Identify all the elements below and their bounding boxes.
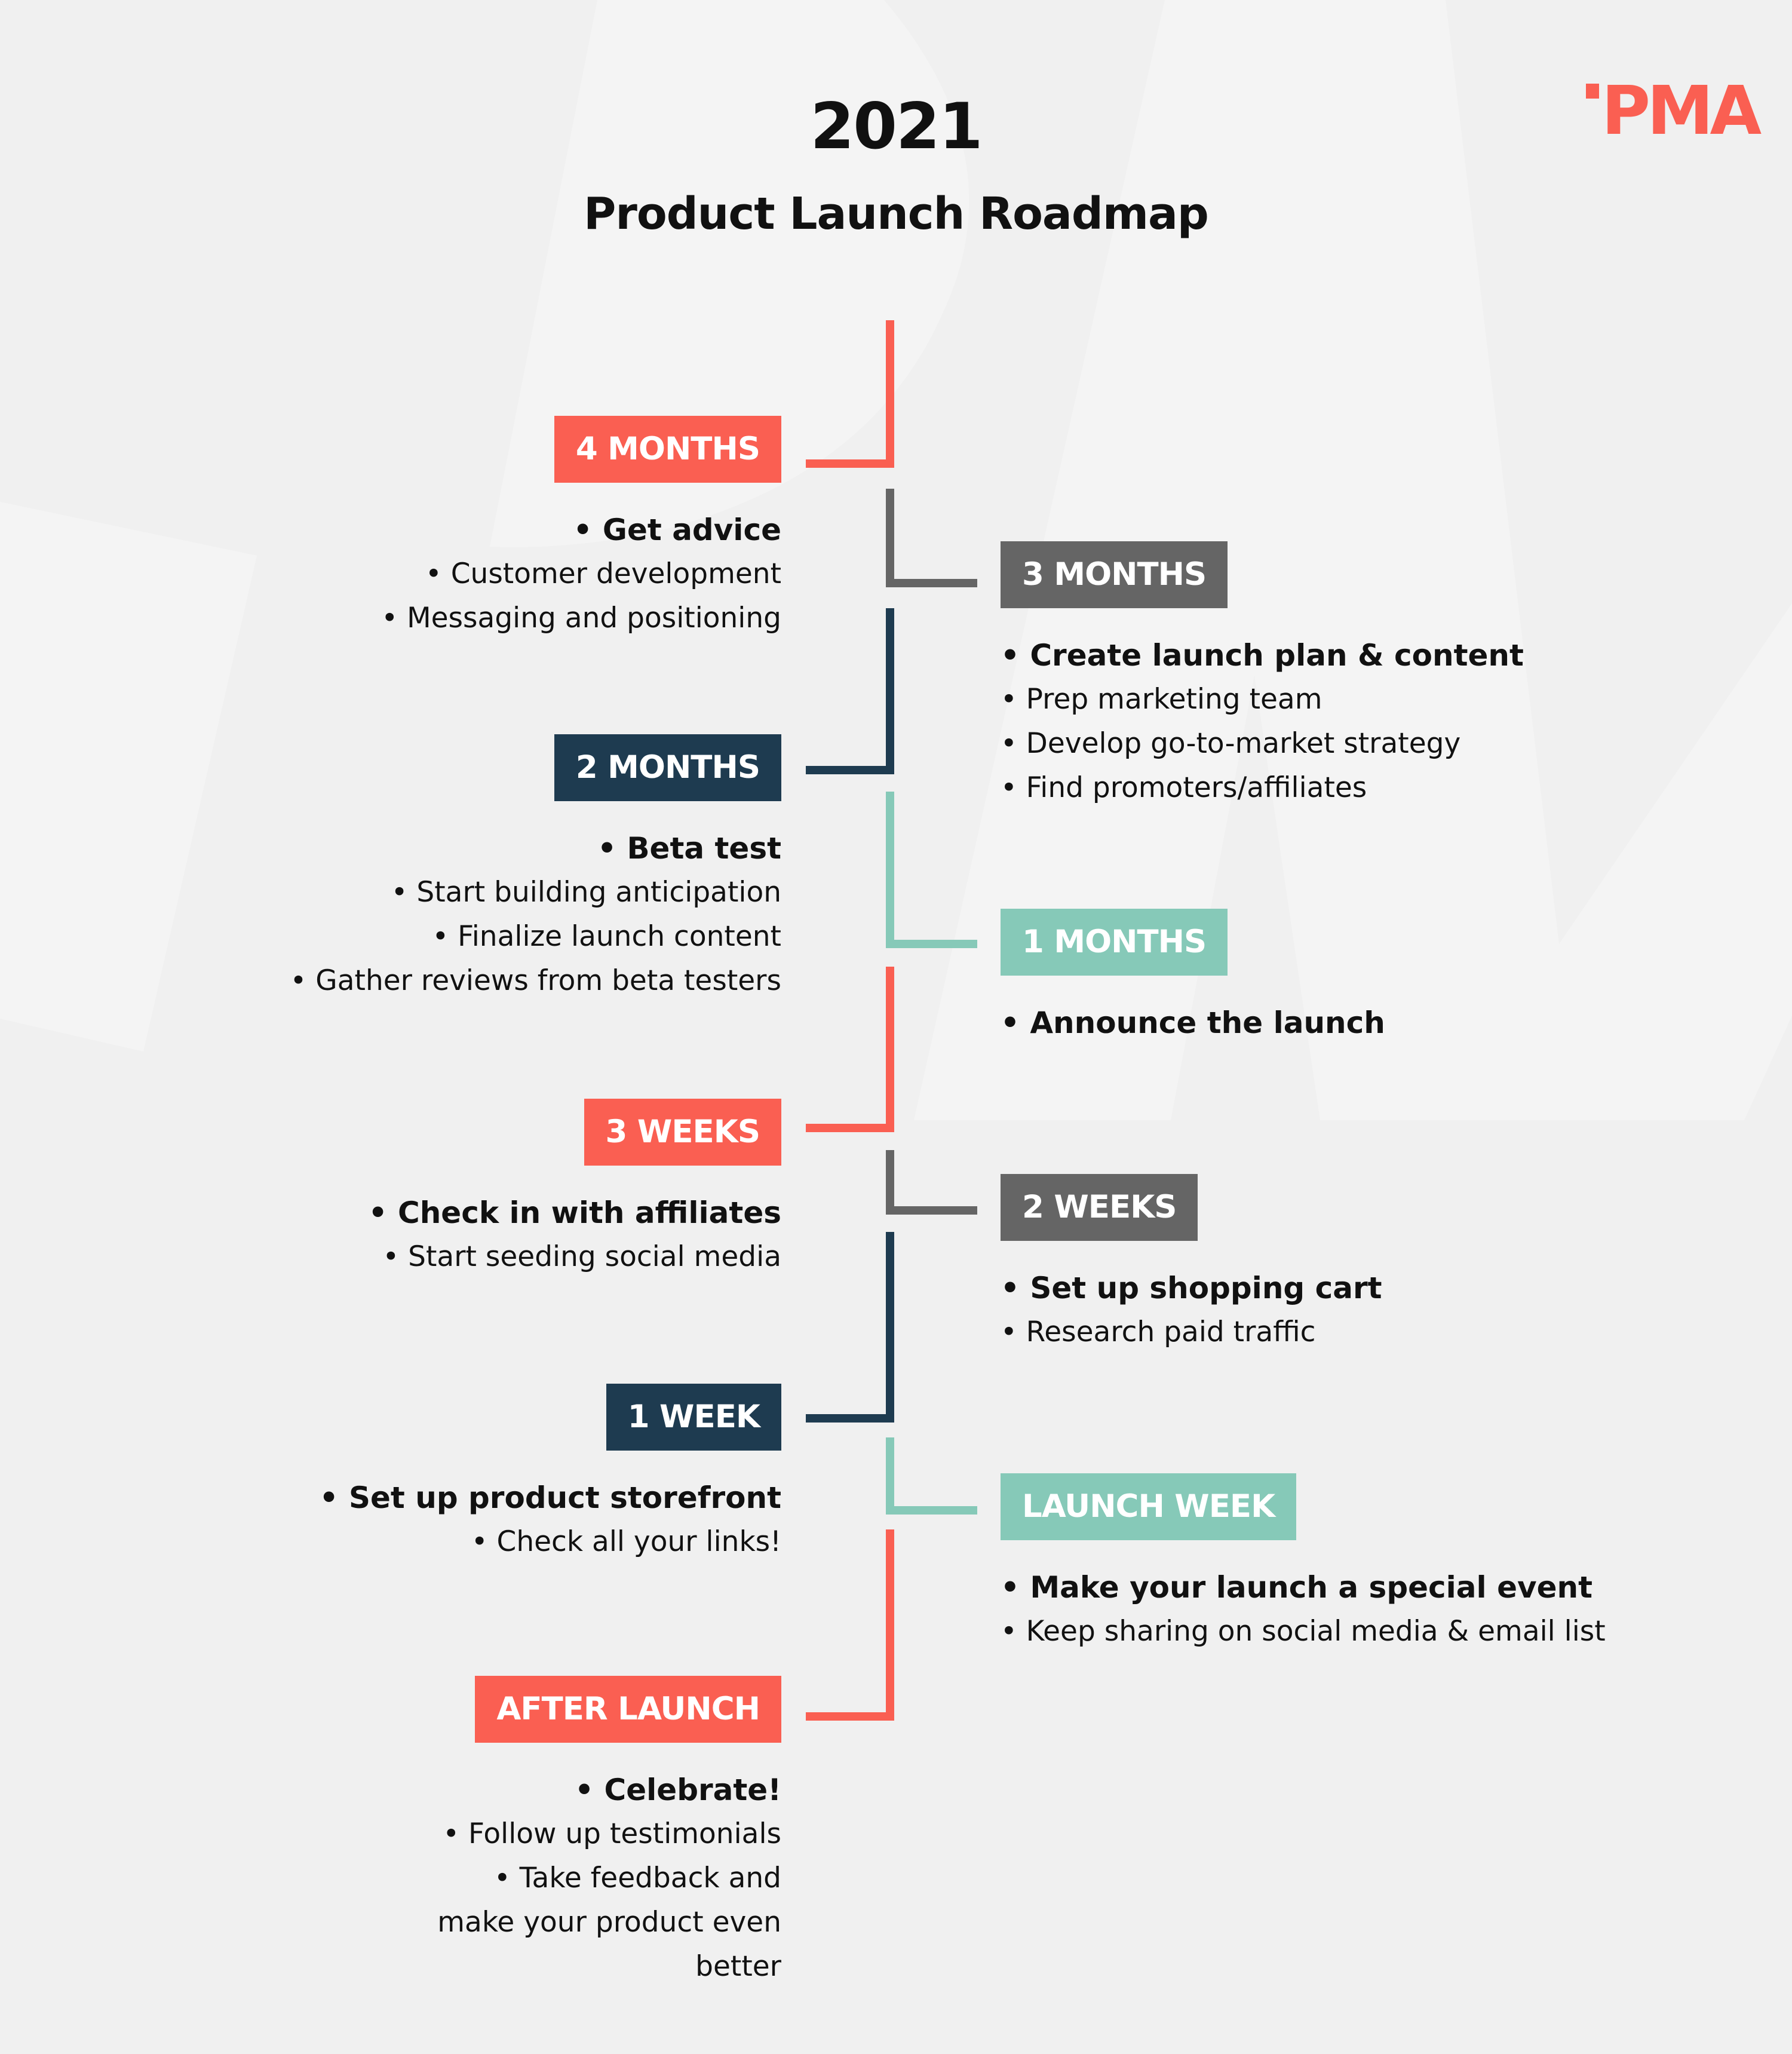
phase-launch-week [1001, 1473, 1747, 1654]
task-item: • Customer development [425, 557, 781, 590]
task-item: • Set up shopping cart [1001, 1271, 1382, 1305]
task-item: • Start building anticipation [391, 876, 781, 909]
task-item: • Check all your links! [471, 1525, 781, 1558]
pma-logo [1586, 72, 1759, 150]
connector-4-months [806, 320, 890, 464]
task-list [1001, 1266, 1717, 1354]
phase-label: 3 MONTHS [1001, 541, 1228, 608]
task-item: • Keep sharing on social media & email list [1001, 1615, 1606, 1648]
task-item: • Start seeding social media [382, 1240, 781, 1273]
connector-after-launch [806, 1529, 890, 1716]
task-item: • Announce the launch [1001, 1005, 1385, 1040]
task-list [1001, 1565, 1747, 1654]
task-item: • Make your launch a special event [1001, 1570, 1592, 1605]
phase-after-launch [179, 1676, 781, 1989]
task-list [179, 1768, 781, 1989]
connector-1-months [890, 792, 977, 944]
connector-3-weeks [806, 967, 890, 1128]
phase-label: 2 WEEKS [1001, 1174, 1198, 1241]
task-list [179, 1191, 781, 1279]
phase-1-months [1001, 909, 1717, 1045]
task-item: • Develop go-to-market strategy [1001, 727, 1461, 760]
task-item: • Find promoters/affiliates [1001, 771, 1367, 804]
connector-1-week [806, 1232, 890, 1418]
phase-label: LAUNCH WEEK [1001, 1473, 1296, 1540]
task-item: • Take feedback and make your product even better [437, 1862, 781, 1983]
task-item: • Research paid traffic [1001, 1316, 1316, 1348]
phase-label: 1 MONTHS [1001, 909, 1228, 976]
connector-launch-week [890, 1437, 977, 1510]
task-item: • Create launch plan & content [1001, 638, 1524, 673]
task-item: • Messaging and positioning [381, 602, 781, 634]
task-list [1001, 1001, 1717, 1045]
connector-2-weeks [890, 1150, 977, 1210]
phase-3-weeks [179, 1099, 781, 1279]
page-title: Product Launch Roadmap [584, 188, 1208, 240]
logo-text: PMA [1601, 72, 1759, 150]
task-list [179, 508, 781, 640]
phase-label: 1 WEEK [606, 1384, 781, 1451]
phase-label: 3 WEEKS [584, 1099, 781, 1166]
phase-label: AFTER LAUNCH [475, 1676, 781, 1743]
task-item: • Set up product storefront [319, 1480, 781, 1515]
connector-2-months [806, 608, 890, 770]
task-item: • Check in with affiliates [368, 1195, 781, 1230]
connector-3-months [890, 489, 977, 583]
logo-mark [1586, 84, 1599, 99]
title-year: 2021 [810, 90, 982, 163]
task-item: • Prep marketing team [1001, 683, 1322, 716]
phase-4-months [179, 416, 781, 640]
task-list [179, 1476, 781, 1564]
phase-label: 2 MONTHS [554, 734, 781, 801]
phase-3-months [1001, 541, 1717, 810]
task-item: • Celebrate! [575, 1773, 781, 1807]
task-item: • Gather reviews from beta testers [290, 964, 781, 997]
task-list [1001, 633, 1717, 810]
task-item: • Follow up testimonials [443, 1817, 781, 1850]
phase-1-week [179, 1384, 781, 1564]
task-item: • Beta test [597, 831, 781, 866]
phase-2-weeks [1001, 1174, 1717, 1354]
phase-2-months [179, 734, 781, 1003]
phase-label: 4 MONTHS [554, 416, 781, 483]
task-item: • Get advice [573, 513, 781, 547]
task-list [179, 826, 781, 1003]
task-item: • Finalize launch content [432, 920, 781, 953]
